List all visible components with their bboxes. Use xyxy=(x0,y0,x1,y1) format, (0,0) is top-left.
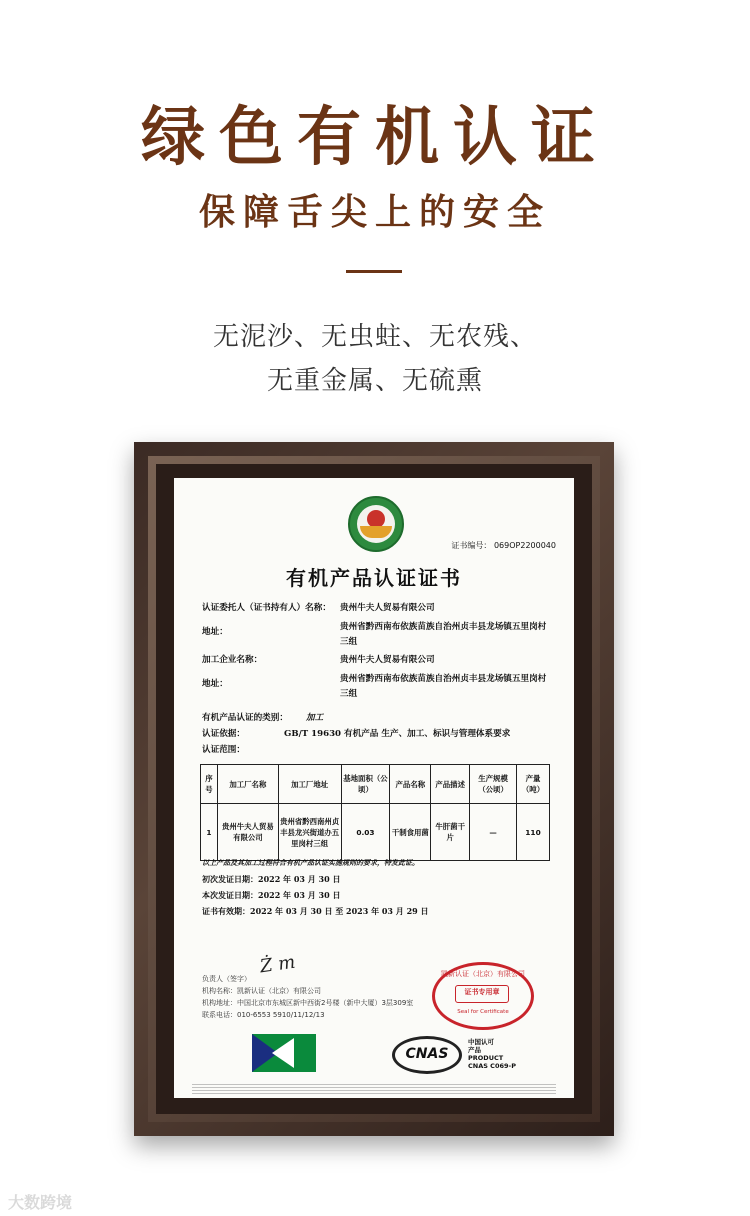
organic-product-logo-icon xyxy=(348,496,404,552)
title-divider xyxy=(346,270,402,273)
certificate-note: 以上产品及其加工过程符合有机产品认证实施规则的要求，特发此证。 xyxy=(202,858,419,867)
scope-table xyxy=(200,764,550,861)
scope-table-wrap xyxy=(200,764,550,861)
certification-body-logo-icon xyxy=(252,1034,316,1072)
processor-address: 贵州省黔西南布依族苗族自治州贞丰县龙场镇五里岗村三组 xyxy=(340,674,547,699)
table-header: 加工厂名称 xyxy=(217,765,278,804)
category-value: 加工 xyxy=(306,713,324,723)
table-header: 序号 xyxy=(201,765,218,804)
cnas-logo-icon: CNAS xyxy=(392,1036,462,1074)
client-address: 贵州省黔西南布依族苗族自治州贞丰县龙场镇五里岗村三组 xyxy=(340,622,547,647)
stamp-en-text: Seal for Certificate xyxy=(457,1009,509,1015)
basis-value: GB/T 19630 有机产品 生产、加工、标识与管理体系要求 xyxy=(284,729,511,739)
stamp-center-text: 证书专用章 xyxy=(464,988,500,996)
table-cell: 1 xyxy=(201,804,218,861)
certificate-paper xyxy=(174,478,574,1098)
table-header-row xyxy=(201,765,550,804)
processor-name: 贵州牛夫人贸易有限公司 xyxy=(340,655,435,665)
table-row xyxy=(201,804,550,861)
description-line-2: 无重金属、无硫熏 xyxy=(266,366,483,396)
table-cell: — xyxy=(470,804,517,861)
table-header: 生产规模（公顷） xyxy=(470,765,517,804)
cnas-line-4: CNAS C069-P xyxy=(468,1062,516,1070)
signature: Ż m xyxy=(258,951,297,978)
org-name: 机构名称：凯新认证（北京）有限公司 xyxy=(202,987,321,995)
cert-no-label: 证书编号： xyxy=(451,541,492,550)
certificate-frame xyxy=(134,442,614,1136)
table-header: 产品名称 xyxy=(390,765,431,804)
validity-period: 证书有效期：2022 年 03 月 30 日 至 2023 年 03 月 29 日 xyxy=(202,906,429,916)
certificate-seal-stamp xyxy=(432,962,534,1030)
table-cell: 贵州省黔西南州贞丰县龙兴街道办五里岗村三组 xyxy=(278,804,341,861)
signer-label: 负责人（签字） xyxy=(202,975,251,983)
table-cell: 110 xyxy=(517,804,550,861)
first-issue-date: 初次发证日期：2022 年 03 月 30 日 xyxy=(202,874,341,884)
table-cell: 贵州牛夫人贸易有限公司 xyxy=(217,804,278,861)
description-line-1: 无泥沙、无虫蛀、无农残、 xyxy=(212,322,537,352)
basis-label: 认证依据： xyxy=(202,729,245,739)
stamp-top-text: 凯新认证（北京）有限公司 xyxy=(441,970,525,978)
client-label: 认证委托人（证书持有人）名称： xyxy=(202,603,331,613)
table-cell: 牛肝菌干片 xyxy=(431,804,470,861)
table-header: 加工厂地址 xyxy=(278,765,341,804)
scope-label: 认证范围： xyxy=(202,745,245,755)
cert-no-value: 069OP2200040 xyxy=(493,541,556,550)
client-address-label: 地址： xyxy=(202,627,228,637)
processor-address-label: 地址： xyxy=(202,679,228,689)
processor-label: 加工企业名称： xyxy=(202,655,263,665)
client-name: 贵州牛夫人贸易有限公司 xyxy=(340,603,435,613)
org-phone: 联系电话：010-6553 5910/11/12/13 xyxy=(202,1011,325,1019)
watermark: 大数跨境 xyxy=(8,1193,73,1212)
certificate-title: 有机产品认证证书 xyxy=(286,566,462,590)
fine-print-footer xyxy=(192,1084,556,1094)
table-header: 基地面积（公顷） xyxy=(341,765,390,804)
category-label: 有机产品认证的类别： xyxy=(202,713,288,723)
cnas-line-1: 中国认可 xyxy=(468,1038,494,1046)
table-header: 产品描述 xyxy=(431,765,470,804)
table-cell: 干制食用菌 xyxy=(390,804,431,861)
page-title: 绿色有机认证 xyxy=(141,100,609,175)
cnas-line-2: 产品 xyxy=(468,1046,481,1054)
certificate-number xyxy=(451,540,556,551)
page-subtitle: 保障舌尖上的安全 xyxy=(198,191,551,233)
cnas-line-3: PRODUCT xyxy=(468,1054,504,1062)
table-header: 产量（吨） xyxy=(517,765,550,804)
table-cell: 0.03 xyxy=(341,804,390,861)
cnas-accreditation-text xyxy=(468,1038,516,1070)
this-issue-date: 本次发证日期：2022 年 03 月 30 日 xyxy=(202,890,341,900)
org-address: 机构地址：中国北京市东城区新中西街2号楼（新中大厦）3层309室 xyxy=(202,999,414,1007)
